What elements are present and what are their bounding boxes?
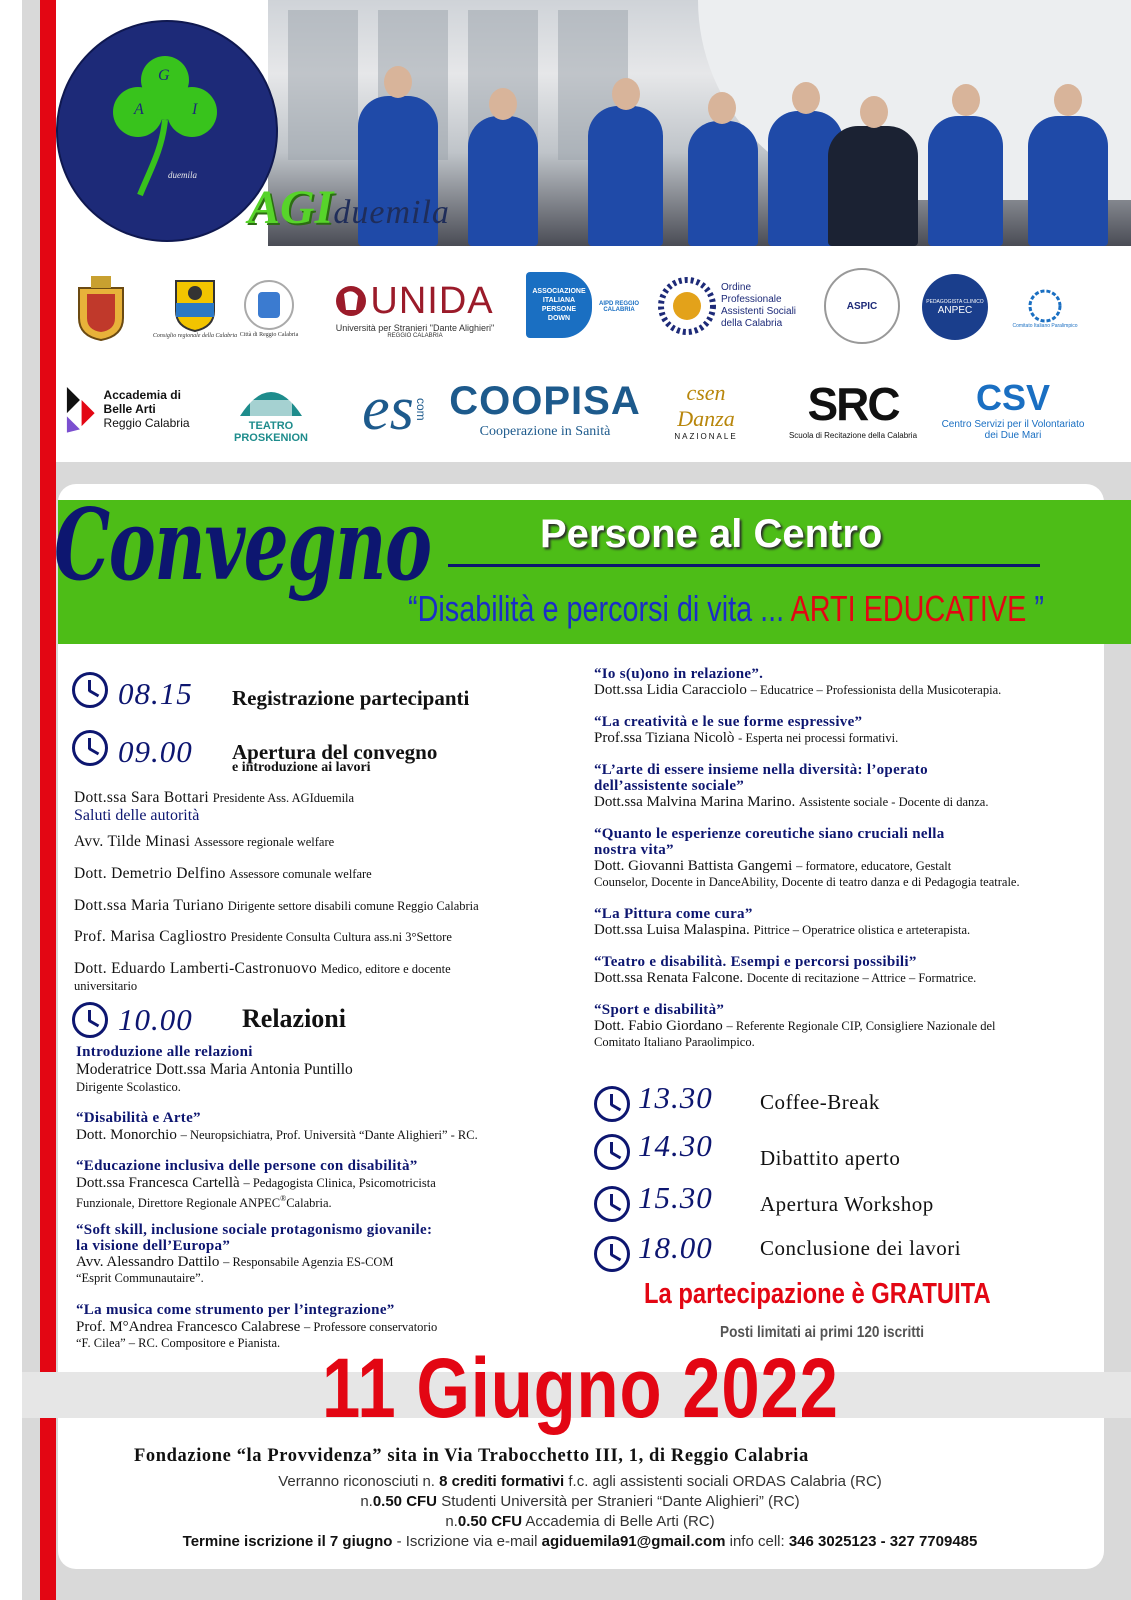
subtitle-blue: “Disabilità e percorsi di vita ... [408, 588, 791, 629]
logo-letter-a: A [134, 101, 144, 118]
time-1800: 18.00 [638, 1230, 713, 1265]
speaker-role: Dirigente settore disabili comune Reggio Calabria [227, 899, 479, 913]
speaker-name: Dott.ssa Sara Bottari [74, 789, 210, 806]
subtitle-red: ARTI EDUCATIVE [790, 588, 1027, 629]
talk-speaker: Avv. Alessandro Dattilo – Responsabile Agenzia ES-COM [76, 1254, 394, 1270]
anpec-sub: PEDAGOGISTA CLINICO [926, 298, 984, 305]
time-0815: 08.15 [118, 676, 193, 711]
event-coffee-break: Coffee-Break [760, 1090, 880, 1114]
talk-title: “Teatro e disabilità. Esempi e percorsi possibili” [594, 954, 917, 970]
talk-speaker: Dott.ssa Lidia Caracciolo – Educatrice – Professionista della Musicoterapia. [594, 682, 1002, 698]
regione-caption: Consiglio regionale della Calabria [152, 333, 238, 339]
csen-caption: csen Danza [677, 379, 735, 431]
time-1530: 15.30 [638, 1180, 713, 1215]
logo-letter-i: I [192, 101, 198, 118]
brand-wordmark [248, 180, 450, 235]
registration-line: Termine iscrizione il 7 giugno - Iscrizione via e-mail agiduemila91@gmail.com info cell: 346 3025123 - 327 7709485 [182, 1533, 978, 1550]
csv-sub: Centro Servizi per il Volontariato dei Due Mari [941, 419, 1085, 441]
event-apertura: Apertura del convegno [232, 740, 438, 764]
speaker-role: Assessore comunale welfare [229, 867, 372, 881]
event-apertura-sub: e introduzione ai lavori [232, 760, 371, 775]
venue: Fondazione “la Provvidenza” sita in Via Trabocchetto III, 1, di Reggio Calabria [134, 1446, 809, 1466]
talk-title: “La musica come strumento per l’integrazione” [76, 1302, 395, 1318]
talk-speaker-role2: Funzionale, Direttore Regionale ANPEC®Calabria. [76, 1194, 332, 1210]
phone-numbers: 346 3025123 - 327 7709485 [788, 1533, 978, 1550]
time-0900: 09.00 [118, 734, 193, 769]
speaker-lamberti-role2: universitario [74, 979, 138, 993]
time-1430: 14.30 [638, 1128, 713, 1163]
talk-title: “Io s(u)ono in relazione”. [594, 666, 764, 682]
csv-caption: CSV [975, 377, 1051, 418]
posti-limitati: Posti limitati ai primi 120 iscritti [720, 1324, 925, 1341]
ordine-caption: Ordine Professionale Assistenti Sociali della Calabria [721, 282, 797, 329]
talk-speaker-role2: Counselor, Docente in DanceAbility, Docente di teatro danza e di Pedagogia teatrale. [594, 875, 1020, 889]
moderatrice-role: Dirigente Scolastico. [76, 1080, 181, 1094]
event-workshop: Apertura Workshop [760, 1192, 934, 1216]
escom-sub: com [413, 397, 428, 421]
convegno-title: Convegno [54, 488, 431, 603]
logo-letter-g: G [158, 67, 170, 84]
speaker-bottari [74, 790, 354, 806]
talk-speaker: Dott.ssa Luisa Malaspina. Pittrice – Operatrice olistica e arteterapista. [594, 922, 971, 938]
escom-logo [340, 370, 450, 448]
event-conclusione: Conclusione dei lavori [760, 1236, 962, 1260]
talk-speaker: Dott. Giovanni Battista Gangemi – formatore, educatore, Gestalt [594, 858, 952, 874]
accademia-text [104, 388, 212, 430]
speaker-role: Assessore regionale welfare [193, 835, 335, 849]
cip-logo [1010, 274, 1080, 344]
talk-title: “La Pittura come cura” [594, 906, 753, 922]
talk-title: “Sport e disabilità” [594, 1002, 725, 1018]
aipd-title: ASSOCIAZIONE ITALIANA PERSONE DOWN [532, 288, 586, 322]
left-red-stripe [40, 0, 56, 1600]
coopisa-sub: Cooperazione in Sanità [479, 423, 611, 439]
speaker-role: Medico, editore e docente [320, 962, 451, 976]
accademia-caption: Accademia di Belle Arti [103, 388, 181, 416]
speaker-role: Presidente Ass. AGIduemila [212, 791, 355, 805]
sponsor-logos-row-1 [60, 268, 1120, 348]
talk-speaker: Prof. M°Andrea Francesco Calabrese – Professore conservatorio [76, 1319, 438, 1335]
brand-duemila: duemila [333, 194, 450, 231]
event-date: 11 Giugno 2022 [322, 1341, 839, 1435]
clock-icon [72, 672, 108, 708]
escom-caption: es [362, 374, 414, 443]
teatro-caption: TEATRO PROSKENION [234, 420, 308, 444]
talk-speaker-role2: Comitato Italiano Paraolimpico. [594, 1035, 755, 1049]
unida-caption: Università per Stranieri "Dante Alighieri" [335, 322, 495, 333]
time-1330: 13.30 [638, 1080, 713, 1115]
subtitle [408, 588, 1044, 630]
talk-speaker: Dott.ssa Francesca Cartellà – Pedagogista Clinica, Psicomotricista [76, 1175, 436, 1191]
talk-title: “Disabilità e Arte” [76, 1110, 201, 1126]
citta-reggio-logo [238, 268, 300, 348]
aspic-logo: ASPIC [824, 268, 900, 344]
citta-caption: Città di Reggio Calabria [239, 332, 299, 338]
unida-title: UNIDA [370, 279, 494, 322]
clock-icon [594, 1186, 630, 1222]
aipd-caption: AIPD REGGIO CALABRIA [598, 301, 639, 313]
clock-icon [594, 1086, 630, 1122]
ordine-assistenti-sociali-logo [656, 270, 806, 342]
speaker-name: Avv. Tilde Minasi [74, 833, 191, 850]
event-dibattito: Dibattito aperto [760, 1146, 901, 1170]
teatro-logo [226, 374, 316, 446]
anpec-logo [922, 274, 988, 340]
partecipazione-gratuita: La partecipazione è GRATUITA [644, 1278, 991, 1310]
moderatrice: Moderatrice Dott.ssa Maria Antonia Puntillo [76, 1061, 353, 1078]
speaker-turiano [74, 898, 479, 914]
clover-logo-icon [110, 50, 220, 200]
title-underline [448, 564, 1040, 567]
speaker-delfino [74, 866, 372, 882]
csen-sub: NAZIONALE [674, 431, 738, 441]
speaker-name: Prof. Marisa Cagliostro [74, 928, 227, 945]
speaker-role: Presidente Consulta Cultura ass.ni 3°Settore [230, 930, 452, 944]
intro-relazioni: Introduzione alle relazioni [76, 1044, 253, 1060]
talk-speaker: Prof.ssa Tiziana Nicolò - Esperta nei processi formativi. [594, 730, 899, 746]
coopisa-caption: COOPISA [449, 378, 641, 423]
talk-speaker-role2: “Esprit Communautaire”. [76, 1271, 204, 1285]
clock-icon [72, 730, 108, 766]
persone-al-centro-title: Persone al Centro [540, 512, 883, 556]
talk-title: “Quanto le esperienze coreutiche siano cruciali nella [594, 826, 945, 842]
credits-line-1: Verranno riconosciuti n. 8 crediti formativi f.c. agli assistenti sociali ORDAS Calabria (RC) [278, 1473, 882, 1490]
credits-line-3: n.0.50 CFU Accademia di Belle Arti (RC) [445, 1513, 715, 1530]
speaker-name: Dott. Eduardo Lamberti-Castronuovo [74, 960, 318, 977]
talk-speaker: Dott. Fabio Giordano – Referente Regionale CIP, Consigliere Nazionale del [594, 1018, 996, 1034]
talk-speaker: Dott. Monorchio – Neuropsichiatra, Prof. Università “Dante Alighieri” - RC. [76, 1127, 478, 1143]
speaker-lamberti [74, 961, 451, 977]
src-logo [780, 370, 926, 446]
cip-caption: Comitato Italiano Paralimpico [1012, 323, 1078, 329]
time-1000: 10.00 [118, 1002, 193, 1037]
src-caption: SRC [807, 377, 899, 430]
csv-logo [938, 372, 1088, 446]
speaker-cagliostro [74, 929, 452, 945]
talk-title: “Soft skill, inclusione sociale protagonismo giovanile: [76, 1222, 433, 1238]
email-link[interactable]: agiduemila91@gmail.com [541, 1533, 726, 1550]
talk-speaker: Dott.ssa Malvina Marina Marino. Assistente sociale - Docente di danza. [594, 794, 989, 810]
brand-agi: AGI [248, 181, 334, 234]
talk-title: “La creatività e le sue forme espressive” [594, 714, 863, 730]
aipd-logo [526, 272, 592, 338]
talk-title: “Educazione inclusiva delle persone con disabilità” [76, 1158, 418, 1174]
clock-icon [594, 1134, 630, 1170]
unida-logo [330, 274, 500, 344]
saluti-autorita: Saluti delle autorità [74, 807, 200, 824]
anpec-caption: ANPEC [937, 304, 973, 316]
coopisa-logo [449, 374, 641, 444]
accademia-logo [62, 370, 212, 448]
talk-title-2: dell’assistente sociale” [594, 778, 745, 794]
event-registrazione: Registrazione partecipanti [232, 686, 470, 710]
speaker-name: Dott. Demetrio Delfino [74, 865, 226, 882]
accademia-sub: Reggio Calabria [103, 416, 190, 430]
csen-danza-logo [656, 380, 756, 440]
subtitle-end: ” [1026, 588, 1044, 629]
talk-title: “L’arte di essere insieme nella diversità: l’operato [594, 762, 928, 778]
talk-speaker: Dott.ssa Renata Falcone. Docente di recitazione – Attrice – Formatrice. [594, 970, 977, 986]
clock-icon [594, 1236, 630, 1272]
event-relazioni: Relazioni [242, 1004, 346, 1033]
speaker-minasi [74, 834, 334, 850]
talk-title-2: nostra vita” [594, 842, 674, 858]
sponsor-logos-row-2 [60, 370, 1120, 450]
talk-speaker-role2: “F. Cilea” – RC. Compositore e Pianista. [76, 1336, 281, 1350]
unida-sub: REGGIO CALABRIA [387, 332, 443, 339]
regione-calabria-logo [150, 268, 240, 348]
speaker-name: Dott.ssa Maria Turiano [74, 897, 224, 914]
src-sub: Scuola di Recitazione della Calabria [788, 430, 918, 440]
logo-script: duemila [168, 170, 197, 180]
credits-line-2: n.0.50 CFU Studenti Università per Stranieri “Dante Alighieri” (RC) [360, 1493, 800, 1510]
clock-icon [72, 1002, 108, 1038]
city-coat-of-arms-icon [68, 272, 134, 344]
talk-title-2: la visione dell’Europa” [76, 1238, 231, 1254]
